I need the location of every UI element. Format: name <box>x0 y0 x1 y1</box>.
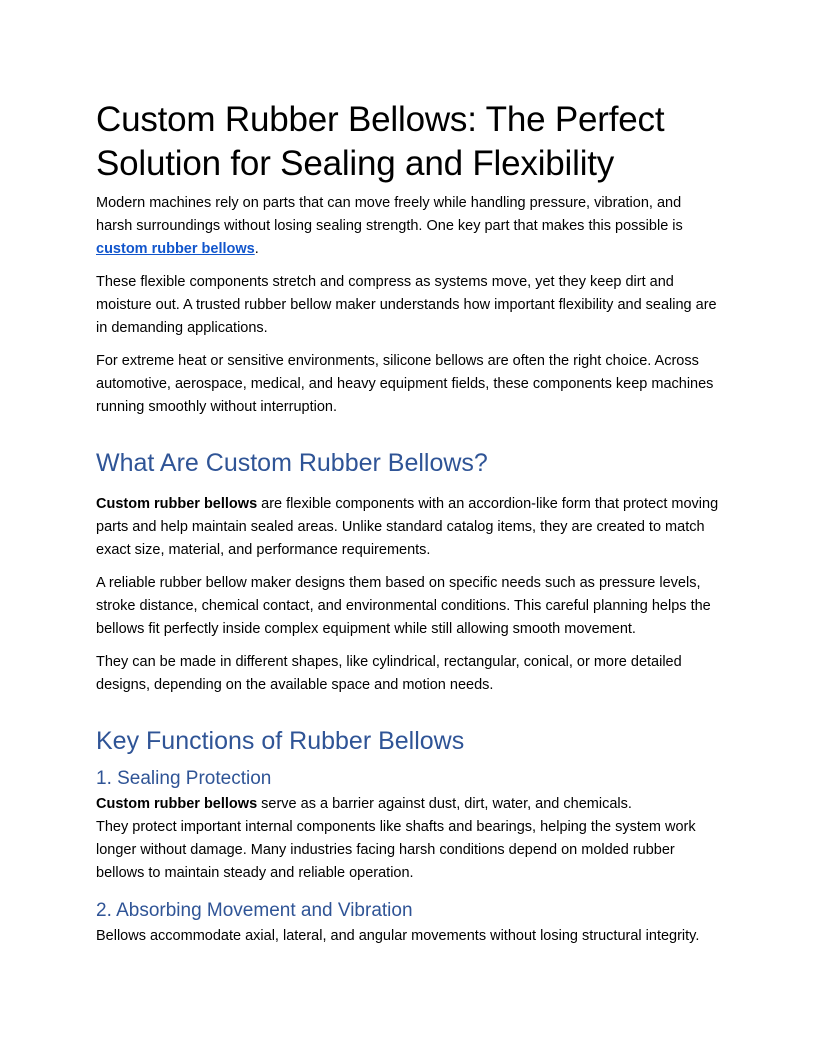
section1-paragraph-2: A reliable rubber bellow maker designs them based on specific needs such as pressure levels, stroke distance, chemical contact, and environmental conditions. This careful planning helps the bellows fit perfectly inside complex equipment while still allowing smooth movement. <box>96 575 711 637</box>
subheading-absorbing-movement: 2. Absorbing Movement and Vibration <box>96 900 413 921</box>
custom-rubber-bellows-link[interactable]: custom rubber bellows <box>96 241 255 257</box>
intro-paragraph-1 <box>96 192 720 261</box>
absorbing-paragraph: Bellows accommodate axial, lateral, and angular movements without losing structural integrity. <box>96 928 700 944</box>
section1-paragraph-1 <box>96 493 720 562</box>
intro-paragraph-2: These flexible components stretch and compress as systems move, yet they keep dirt and moisture out. A trusted rubber bellow maker understands how important flexibility and sealing are in demanding applications. <box>96 274 717 336</box>
section1-bold-term: Custom rubber bellows <box>96 496 258 512</box>
document-title: Custom Rubber Bellows: The Perfect Solution for Sealing and Flexibility <box>96 100 665 183</box>
sealing-line-2: They protect important internal components like shafts and bearings, helping the system work longer without damage. Many industries facing harsh conditions depend on molded rubber bellows to maintain steady and reliable operation. <box>96 819 696 881</box>
section1-paragraph-1-text: are flexible components with an accordion-like form that protect moving parts and help maintain sealed areas. Unlike standard catalog items, they are created to match exact size, material, and performance requirements. <box>96 496 719 558</box>
section1-paragraph-3: They can be made in different shapes, like cylindrical, rectangular, conical, or more detailed designs, depending on the available space and motion needs. <box>96 654 682 693</box>
intro-paragraph-1-text: Modern machines rely on parts that can move freely while handling pressure, vibration, and harsh surroundings without losing sealing strength. One key part that makes this possible is <box>96 195 683 234</box>
sealing-line-1: serve as a barrier against dust, dirt, water, and chemicals. <box>257 796 632 812</box>
intro-paragraph-3: For extreme heat or sensitive environments, silicone bellows are often the right choice. Across automotive, aerospace, medical, and heavy equipment fields, these components keep machines running smoothly without interruption. <box>96 353 714 415</box>
intro-paragraph-1-end: . <box>254 241 259 257</box>
section-heading-what-are: What Are Custom Rubber Bellows? <box>96 449 488 477</box>
section-heading-key-functions: Key Functions of Rubber Bellows <box>96 727 465 755</box>
sealing-paragraph <box>96 793 720 885</box>
subheading-sealing-protection: 1. Sealing Protection <box>96 768 272 789</box>
sealing-bold-term: Custom rubber bellows <box>96 796 258 812</box>
